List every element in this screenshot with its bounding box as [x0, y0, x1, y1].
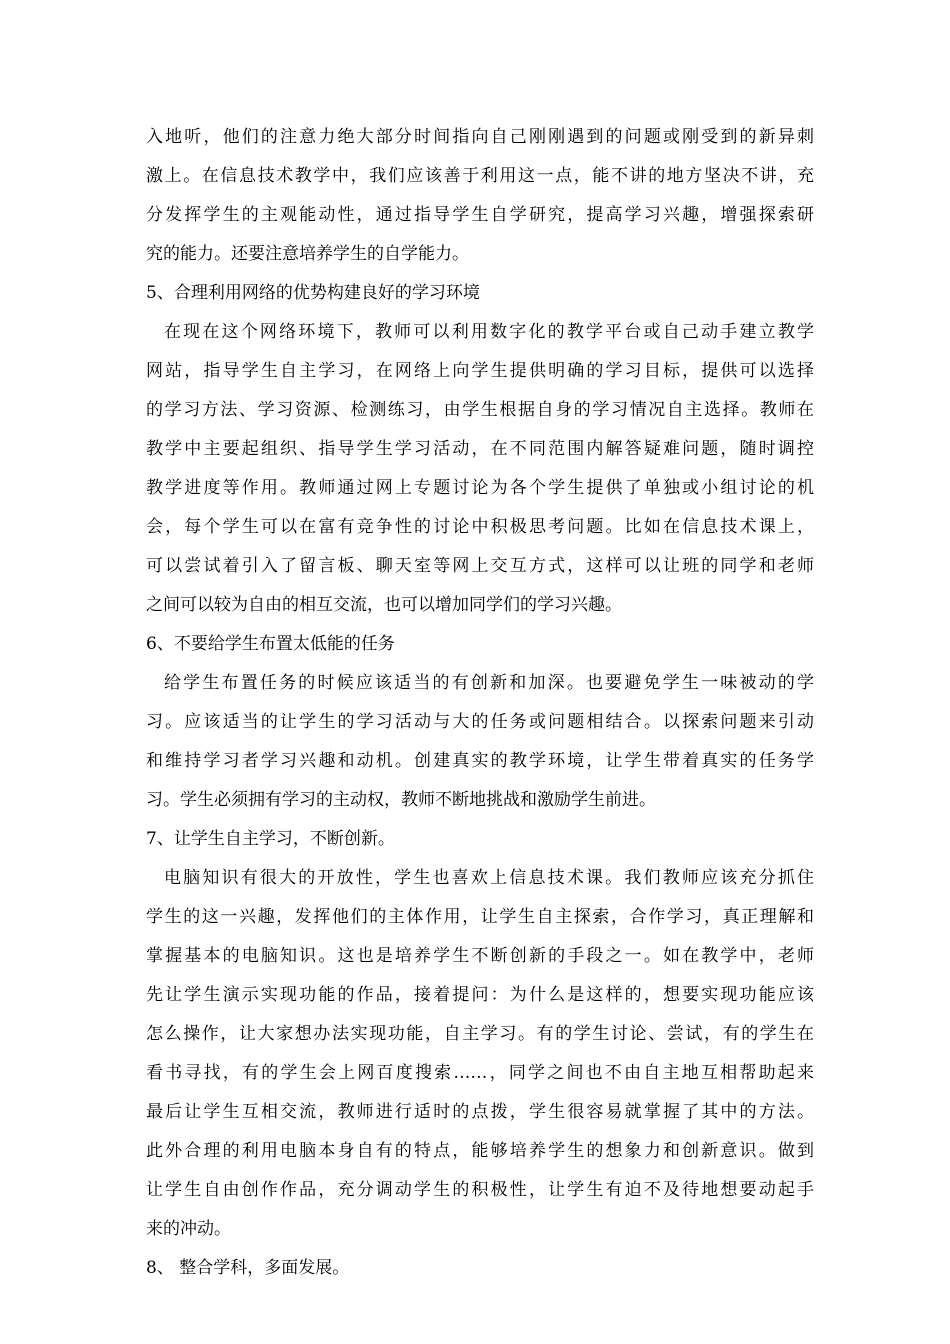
paragraph-line: 习。学生必须拥有学习的主动权，教师不断地挑战和激励学生前进。	[146, 790, 656, 810]
paragraph-line: 教学中主要起组织、指导学生学习活动，在不同范围内解答疑难问题，随时调控	[146, 439, 814, 459]
paragraph-line: 入地听，他们的注意力绝大部分时间指向自己刚刚遇到的问题或刚受到的新异刺	[146, 127, 814, 147]
section-heading: 6、不要给学生布置太低能的任务	[146, 634, 395, 654]
section-heading: 7、让学生自主学习，不断创新。	[146, 829, 395, 849]
section-heading: 8、 整合学科，多面发展。	[146, 1258, 350, 1278]
paragraph-line: 习。应该适当的让学生的学习活动与大的任务或问题相结合。以探索问题来引动	[146, 712, 814, 732]
paragraph-line: 来的冲动。	[146, 1219, 231, 1239]
paragraph-line: 激上。在信息技术教学中，我们应该善于利用这一点，能不讲的地方坚决不讲，充	[146, 166, 814, 186]
section-heading: 5、合理利用网络的优势构建良好的学习环境	[146, 283, 480, 303]
paragraph-line: 让学生自由创作作品，充分调动学生的积极性，让学生有迫不及待地想要动起手	[146, 1180, 814, 1200]
paragraph-line: 可以尝试着引入了留言板、聊天室等网上交互方式，这样可以让班的同学和老师	[146, 556, 814, 576]
paragraph	[146, 664, 814, 820]
paragraph	[146, 859, 814, 1249]
paragraph-line: 和维持学习者学习兴趣和动机。创建真实的教学环境，让学生带着真实的任务学	[146, 751, 814, 771]
paragraph-line: 电脑知识有很大的开放性，学生也喜欢上信息技术课。我们教师应该充分抓住	[164, 868, 814, 888]
paragraph-line: 究的能力。还要注意培养学生的自学能力。	[146, 244, 469, 264]
document-body	[146, 118, 814, 1288]
paragraph-line: 分发挥学生的主观能动性，通过指导学生自学研究，提高学习兴趣，增强探索研	[146, 205, 814, 225]
paragraph-line: 在现在这个网络环境下，教师可以利用数字化的教学平台或自己动手建立教学	[164, 322, 814, 342]
paragraph	[146, 118, 814, 274]
paragraph-line: 掌握基本的电脑知识。这也是培养学生不断创新的手段之一。如在教学中，老师	[146, 946, 814, 966]
paragraph-line: 会，每个学生可以在富有竞争性的讨论中积极思考问题。比如在信息技术课上，	[146, 517, 814, 537]
paragraph-line: 怎么操作，让大家想办法实现功能，自主学习。有的学生讨论、尝试，有的学生在	[146, 1024, 814, 1044]
paragraph-line: 最后让学生互相交流，教师进行适时的点拨，学生很容易就掌握了其中的方法。	[146, 1102, 814, 1122]
paragraph-line: 教学进度等作用。教师通过网上专题讨论为各个学生提供了单独或小组讨论的机	[146, 478, 814, 498]
paragraph	[146, 313, 814, 625]
paragraph-line: 的学习方法、学习资源、检测练习，由学生根据自身的学习情况自主选择。教师在	[146, 400, 814, 420]
paragraph-line: 先让学生演示实现功能的作品，接着提问：为什么是这样的，想要实现功能应该	[146, 985, 814, 1005]
paragraph-line: 之间可以较为自由的相互交流，也可以增加同学们的学习兴趣。	[146, 595, 622, 615]
paragraph-line: 学生的这一兴趣，发挥他们的主体作用，让学生自主探索，合作学习，真正理解和	[146, 907, 814, 927]
paragraph-line: 看书寻找，有的学生会上网百度搜索……，同学之间也不由自主地互相帮助起来	[146, 1063, 814, 1083]
paragraph-line: 给学生布置任务的时候应该适当的有创新和加深。也要避免学生一味被动的学	[164, 673, 814, 693]
paragraph-line: 网站，指导学生自主学习，在网络上向学生提供明确的学习目标，提供可以选择	[146, 361, 814, 381]
paragraph-line: 此外合理的利用电脑本身自有的特点，能够培养学生的想象力和创新意识。做到	[146, 1141, 814, 1161]
